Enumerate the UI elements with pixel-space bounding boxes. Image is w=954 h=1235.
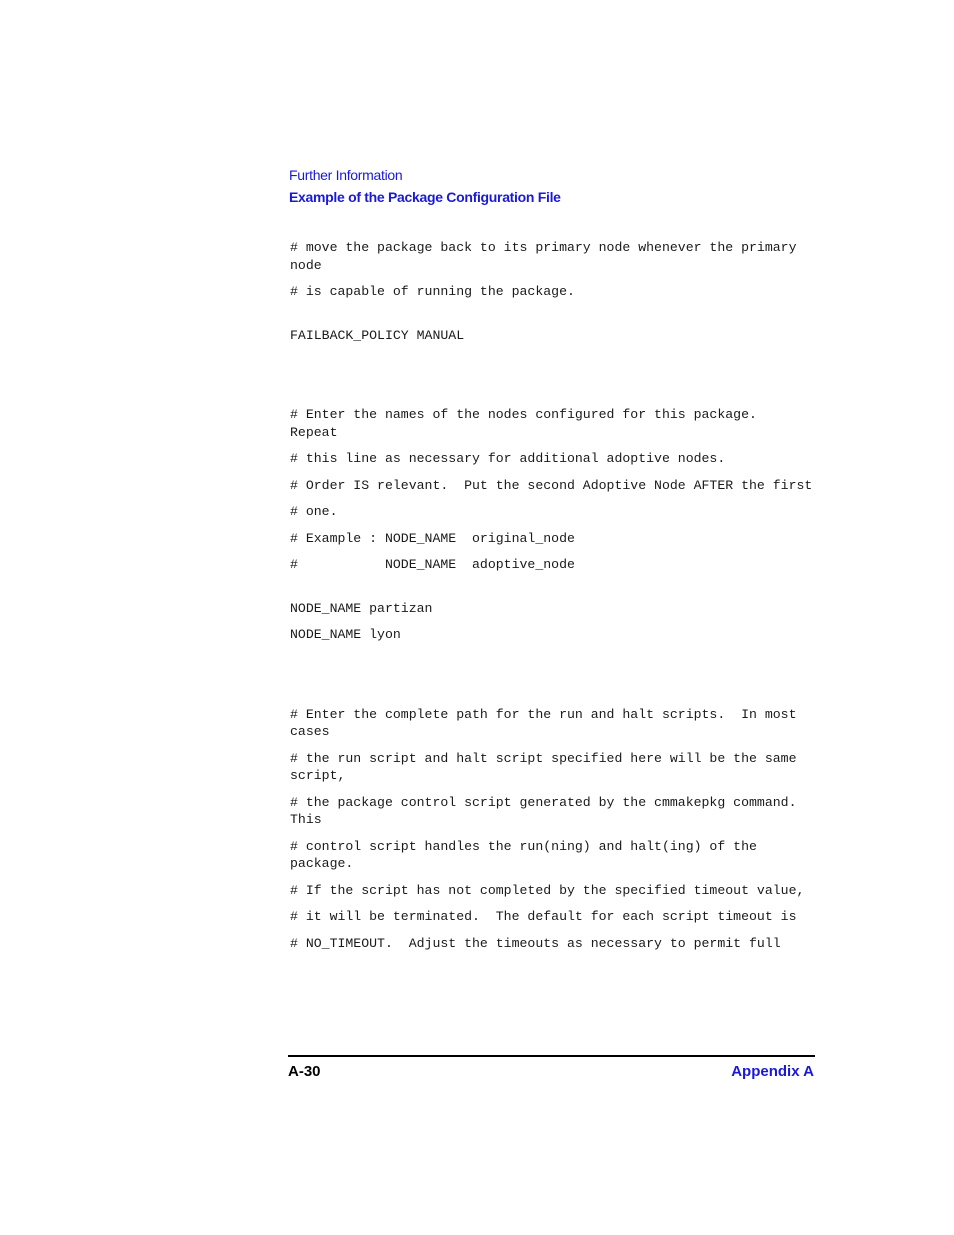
code-line: # this line as necessary for additional adoptive nodes. [290,451,726,466]
code-line: # NODE_NAME adoptive_node [290,557,575,572]
code-line: NODE_NAME partizan [290,600,433,616]
code-line: NODE_NAME lyon [290,627,401,642]
code-line: # is capable of running the package. [290,284,575,299]
code-line: # it will be terminated. The default for each script timeout is [290,909,797,924]
section-title: Further Information [289,167,403,183]
code-line: # Enter the names of the nodes configured for this package. Repeat [290,407,773,440]
code-line: # the package control script generated by the cmmakepkg command. This [290,794,813,827]
code-line: # Order IS relevant. Put the second Adoptive Node AFTER the first [290,477,813,493]
chapter-label: Appendix A [731,1063,814,1080]
code-line: # If the script has not completed by the specified timeout value, [290,882,805,898]
footer-divider [288,1055,815,1057]
code-line: # NO_TIMEOUT. Adjust the timeouts as necessary to permit full [290,935,781,951]
config-file-listing [290,239,815,961]
code-line: # control script handles the run(ning) and halt(ing) of the package. [290,838,765,871]
page-subtitle: Example of the Package Configuration File [289,189,561,205]
code-line: # move the package back to its primary node whenever the primary node [290,240,805,273]
code-line: FAILBACK_POLICY MANUAL [290,327,465,343]
running-header [289,166,561,206]
code-line: # the run script and halt script specified here will be the same script, [290,750,805,783]
code-line: # Enter the complete path for the run and halt scripts. In most cases [290,706,805,739]
code-line: # one. [290,504,338,519]
page-number: A-30 [288,1063,321,1080]
code-line: # Example : NODE_NAME original_node [290,530,575,546]
